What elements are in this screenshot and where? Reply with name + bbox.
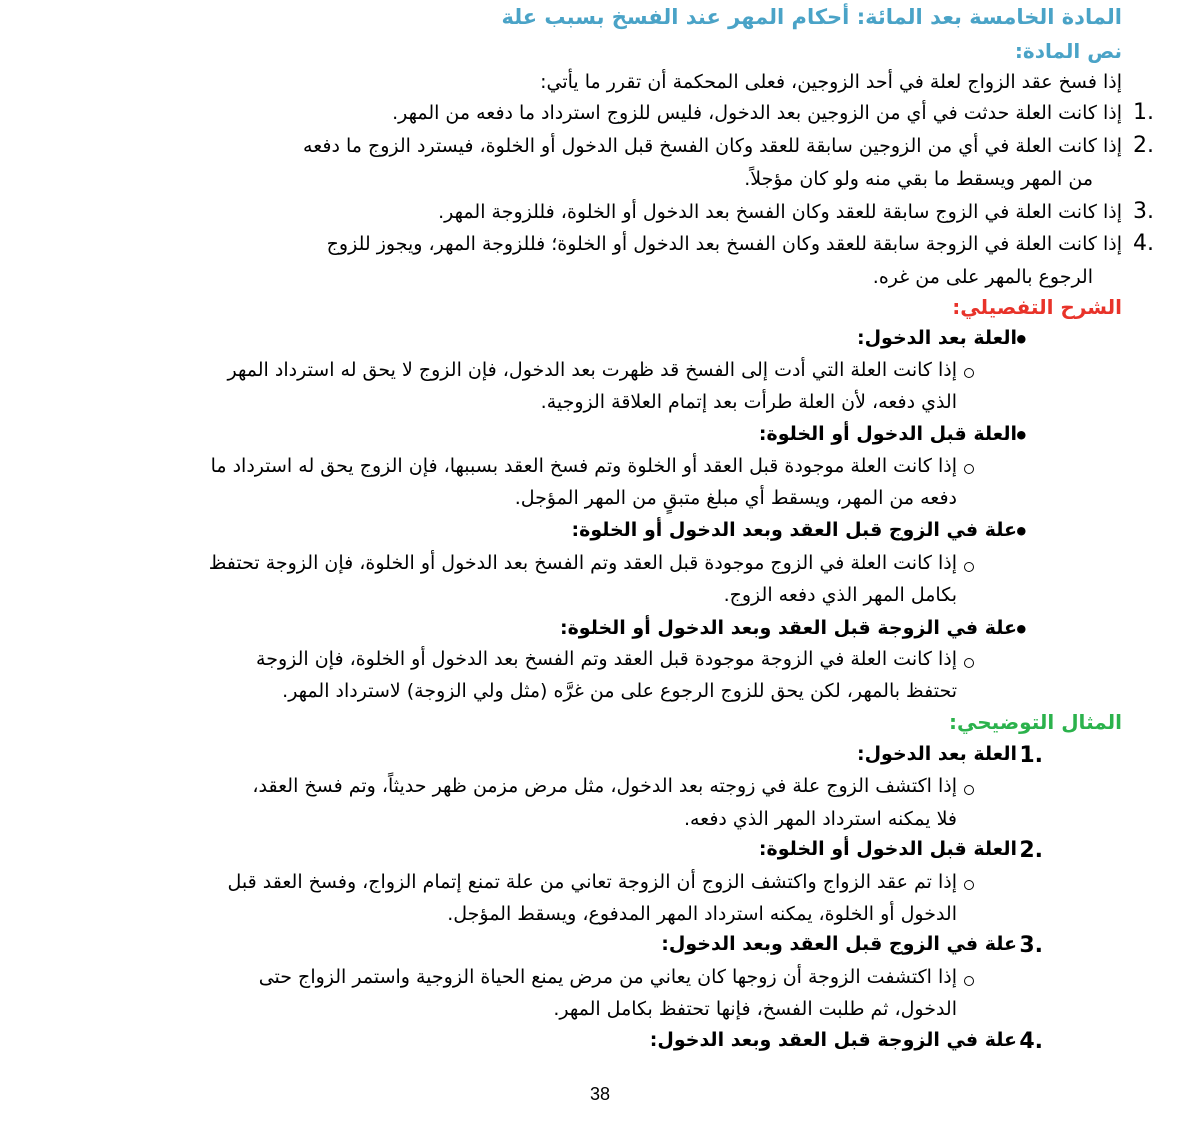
- example-section-title: علة في الزوجة قبل العقد وبعد الدخول:: [649, 1029, 1017, 1051]
- explanation-section-title: علة في الزوج قبل العقد وبعد الدخول أو الخلوة:: [571, 519, 1017, 541]
- explanation-line: دفعه من المهر، ويسقط أي مبلغ متبقٍ من المهر المؤجل.: [514, 487, 957, 509]
- item-number: 4.: [1133, 231, 1154, 256]
- example-line: فلا يمكنه استرداد المهر الذي دفعه.: [683, 808, 957, 830]
- example-number: 2.: [1019, 838, 1043, 863]
- explanation-line: إذا كانت العلة في الزوجة موجودة قبل العقد وتم الفسخ بعد الدخول أو الخلوة، فإن الزوجة: [256, 648, 957, 670]
- article-item-4-cont: الرجوع بالمهر على من غره.: [872, 266, 1093, 288]
- explanation-section-title: علة في الزوجة قبل العقد وبعد الدخول أو الخلوة:: [559, 617, 1017, 639]
- circle-bullet-icon: [964, 785, 974, 795]
- example-section-title: العلة بعد الدخول:: [856, 743, 1017, 765]
- example-line: الدخول أو الخلوة، يمكنه استرداد المهر المدفوع، ويسقط المؤجل.: [447, 903, 957, 925]
- explanation-section-title: العلة قبل الدخول أو الخلوة:: [758, 423, 1017, 445]
- item-line: إذا كانت العلة في الزوجة سابقة للعقد وكان الفسخ بعد الدخول أو الخلوة؛ فللزوجة المهر، ويجوز للزوج: [326, 233, 1122, 255]
- circle-bullet-icon: [964, 976, 974, 986]
- example-number: 3.: [1019, 933, 1043, 958]
- example-line: إذا اكتشف الزوج علة في زوجته بعد الدخول، مثل مرض مزمن ظهر حديثاً، وتم فسخ العقد،: [252, 775, 957, 797]
- article-item-4: [326, 231, 1154, 257]
- example-line: إذا تم عقد الزواج واكتشف الزوج أن الزوجة تعاني من علة تمنع إتمام الزواج، وفسخ العقد قبل: [227, 871, 957, 893]
- bullet-icon: •: [1013, 326, 1029, 354]
- explanation-line: بكامل المهر الذي دفعه الزوج.: [723, 584, 957, 606]
- example-number: 4.: [1019, 1029, 1043, 1054]
- article-item-2-cont: من المهر ويسقط ما بقي منه ولو كان مؤجلاً.: [744, 168, 1093, 190]
- example-line: إذا اكتشفت الزوجة أن زوجها كان يعاني من مرض يمنع الحياة الزوجية واستمر الزواج حتى: [258, 966, 957, 988]
- article-intro: إذا فسخ عقد الزواج لعلة في أحد الزوجين، فعلى المحكمة أن تقرر ما يأتي:: [540, 71, 1122, 93]
- bullet-icon: •: [1013, 518, 1029, 546]
- item-number: 1.: [1133, 100, 1154, 125]
- explanation-line: إذا كانت العلة في الزوج موجودة قبل العقد وتم الفسخ بعد الدخول أو الخلوة، فإن الزوجة تحتفظ: [208, 552, 957, 574]
- explanation-line: تحتفظ بالمهر، لكن يحق للزوج الرجوع على من غرَّه (مثل ولي الزوجة) لاسترداد المهر.: [282, 680, 957, 702]
- page-title: المادة الخامسة بعد المائة: أحكام المهر عند الفسخ بسبب علة: [501, 5, 1122, 29]
- example-line: الدخول، ثم طلبت الفسخ، فإنها تحتفظ بكامل المهر.: [553, 998, 957, 1020]
- detailed-explanation-heading: الشرح التفصيلي:: [952, 295, 1122, 319]
- bullet-icon: •: [1013, 422, 1029, 450]
- circle-bullet-icon: [964, 562, 974, 572]
- article-item-1: [392, 100, 1154, 126]
- example-section-title: العلة قبل الدخول أو الخلوة:: [758, 838, 1017, 860]
- explanation-line: الذي دفعه، لأن العلة طرأت بعد إتمام العلاقة الزوجية.: [540, 391, 957, 413]
- circle-bullet-icon: [964, 880, 974, 890]
- item-line: إذا كانت العلة في الزوج سابقة للعقد وكان الفسخ بعد الدخول أو الخلوة، فللزوجة المهر.: [438, 201, 1122, 223]
- example-section-title: علة في الزوج قبل العقد وبعد الدخول:: [661, 933, 1017, 955]
- page-number: 38: [589, 1084, 611, 1104]
- article-text-heading: نص المادة:: [1014, 39, 1122, 63]
- item-line: إذا كانت العلة حدثت في أي من الزوجين بعد الدخول، فليس للزوج استرداد ما دفعه من المهر.: [392, 102, 1122, 124]
- circle-bullet-icon: [964, 464, 974, 474]
- bullet-icon: •: [1013, 616, 1029, 644]
- item-number: 2.: [1133, 133, 1154, 158]
- circle-bullet-icon: [964, 658, 974, 668]
- item-number: 3.: [1133, 199, 1154, 224]
- explanation-line: إذا كانت العلة التي أدت إلى الفسخ قد ظهرت بعد الدخول، فإن الزوج لا يحق له استرداد المهر: [227, 359, 957, 381]
- article-item-3: [438, 199, 1154, 225]
- explanation-section-title: العلة بعد الدخول:: [856, 327, 1017, 349]
- circle-bullet-icon: [964, 368, 974, 378]
- article-item-2: [303, 133, 1154, 159]
- example-number: 1.: [1019, 743, 1043, 768]
- illustrative-example-heading: المثال التوضيحي:: [949, 710, 1122, 734]
- item-line: إذا كانت العلة في أي من الزوجين سابقة للعقد وكان الفسخ قبل الدخول أو الخلوة، فيسترد الزوج ما دفعه: [303, 135, 1122, 157]
- explanation-line: إذا كانت العلة موجودة قبل العقد أو الخلوة وتم فسخ العقد بسببها، فإن الزوج يحق له استرداد ما: [210, 455, 957, 477]
